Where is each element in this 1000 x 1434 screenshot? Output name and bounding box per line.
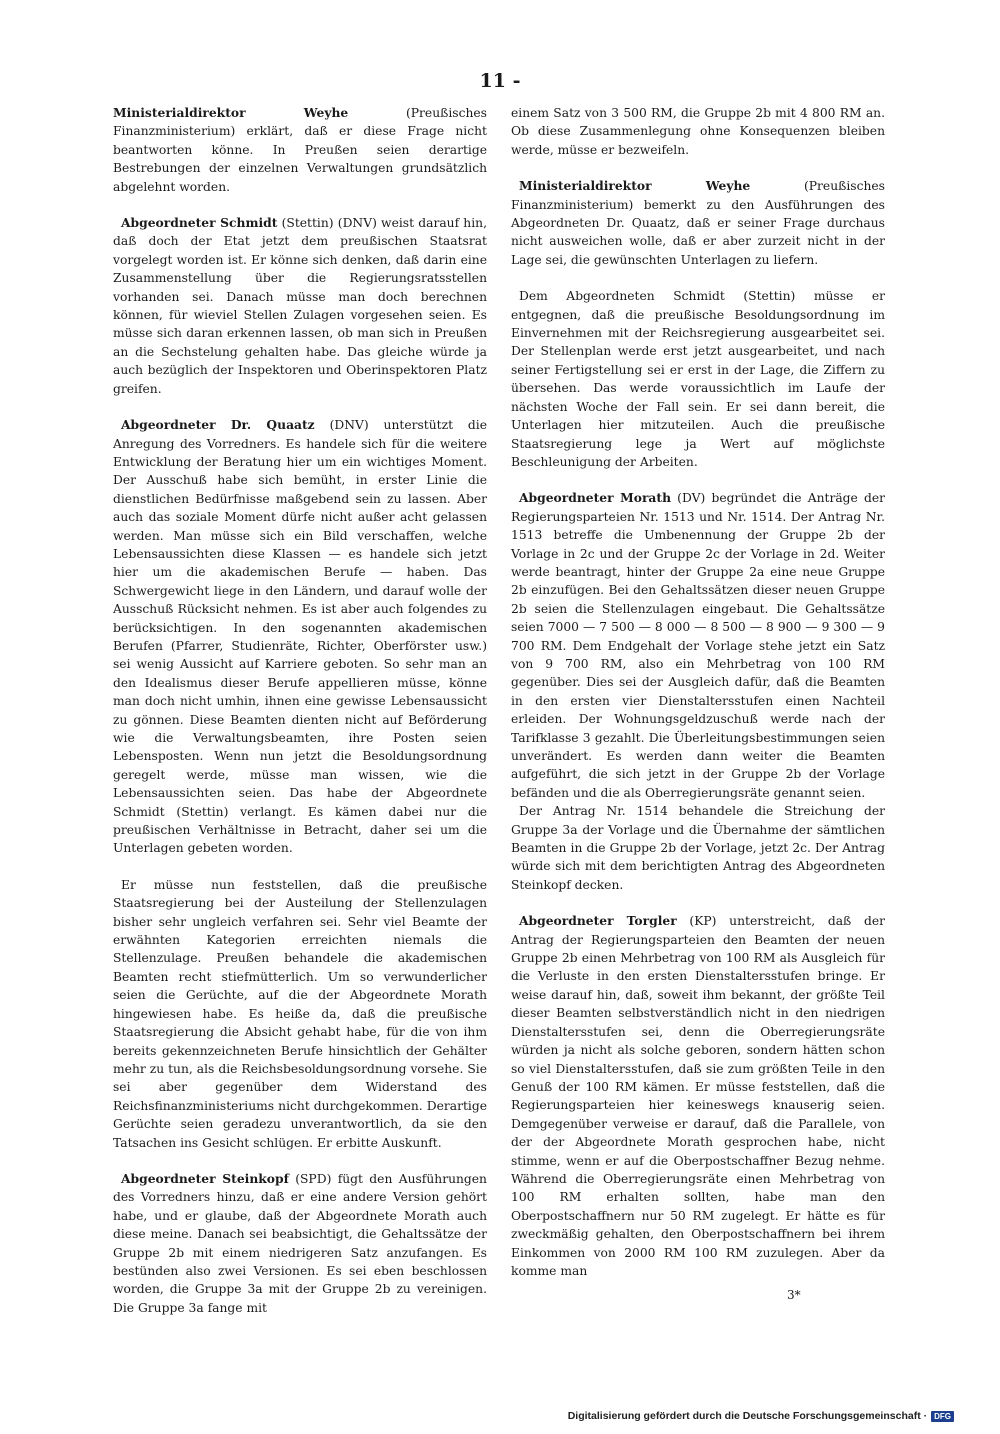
paragraph-text: (KP) unterstreicht, daß der Antrag der Regierungsparteien den Beamten der neuen Gruppe 2b einen Mehrbetrag von 100 RM als Ausgleich für die Verluste in den ersten Dienstaltersstufen bringe. Er weise darauf hin, daß, soweit ihm bekannt, der größte Teil dieser Beamten selbstverständlich nicht in den niedrigen Dienstaltersstufen sei, denn die Oberregierungsräte würden ja nicht als solche geboren, sondern hätten schon so viel Dienstaltersstufen, daß sie zum größten Teile in den Genuß der 100 RM kämen. Er müsse feststellen, daß die Regierungsparteien hier keineswegs knauserig seien. Demgegenüber verweise er darauf, daß die Parallele, von der der Abgeordnete Morath gesprochen habe, nicht stimme, wenn er auf die Oberpostschaffner Bezug nehme. Während die Oberregierungsräte einen Mehrbetrag von 100 RM erhalten sollten, habe man den Oberpostschaffnern nur 50 RM zugelegt. Er hätte es für zweckmäßig gehalten, den Oberpostschaffnern bei ihrem Einkommen von 2000 RM 100 RM zuzulegen. Aber da komme man (511, 914, 885, 1278)
speaker-name: Abgeordneter Steinkopf (121, 1170, 289, 1186)
paragraph-morath-continued (511, 802, 885, 894)
paragraph-text: (Stettin) (DNV) weist darauf hin, daß doch der Etat jetzt dem preußischen Staatsrat vorgelegt worden ist. Er könne sich denken, daß darin eine Zusammenstellung über die Regierungsratsstellen vorhanden sei. Danach müsse man doch berechnen können, für wieviel Stellen Zulagen vorgesehen seien. Es müsse sich daran erkennen lassen, ob man sich in Preußen an die Sechstelung gehalten habe. Das gleiche würde ja auch bezüglich der Inspektoren und Oberinspektoren Platz greifen. (113, 216, 487, 396)
paragraph-steinkopf-continued (511, 104, 885, 159)
paragraph-quaatz (113, 416, 487, 858)
paragraph-torgler (511, 912, 885, 1280)
footer (568, 1410, 954, 1422)
dfg-logo: DFG (931, 1411, 954, 1422)
paragraph-text: (Preußisches Finanzministerium) erklärt, daß er diese Frage nicht beantworten könne. In Preußen seien derartige Bestrebungen der einzelnen Verwaltungen grundsätzlich abgelehnt worden. (113, 106, 487, 194)
paragraph-steinkopf (113, 1170, 487, 1317)
paragraph-text: (SPD) fügt den Ausführungen des Vorredners hinzu, daß er eine andere Version gehört habe, und er glaube, daß der Abgeordnete Morath auch diese meine. Danach sei beabsichtigt, die Gehaltssätze der Gruppe 2b mit einem niedrigeren Satz anzufangen. Es bestünden also zwei Versionen. Es sei eben beschlossen worden, die Gruppe 3a mit der Gruppe 2b zu vereinigen. Die Gruppe 3a fange mit (113, 1171, 487, 1315)
paragraph-morath (511, 489, 885, 802)
speaker-name: Abgeordneter Morath (519, 490, 672, 506)
paragraph-weyhe-2 (511, 177, 885, 269)
paragraph-text: Er müsse nun feststellen, daß die preußische Staatsregierung bei der Austeilung der Stellenzulagen bisher sehr ungleich verfahren sei. Sehr viel Beamte der erwähnten Kategorien erreichten niemals die Stellenzulage. Preußen behandele die akademischen Beamten recht stiefmütterlich. Um so verwunderlicher seien die Gerüchte, auf die der Abgeordnete Morath hingewiesen habe. Es heiße da, daß die preußische Staatsregierung die Absicht gehabt habe, für die von ihm bereits gekennzeichneten Berufe hinsichtlich der Gehälter mehr zu tun, als die Reichsbesoldungsordnung vorsehe. Sie sei aber gegenüber dem Widerstand des Reichsfinanzministeriums nicht durchgekommen. Derartige Gerüchte seien geradezu unverantwortlich, da sie den Tatsachen ins Gesicht schlügen. Er erbitte Auskunft. (113, 877, 487, 1150)
page-number: 11 - (479, 70, 521, 92)
signature-mark: 3* (787, 1288, 801, 1302)
speaker-name: Abgeordneter Schmidt (121, 215, 278, 231)
speaker-name: Abgeordneter Dr. Quaatz (121, 417, 315, 433)
paragraph-weyhe-1 (113, 104, 487, 196)
speaker-name: Ministerialdirektor Weyhe (113, 105, 349, 120)
paragraph-schmidt (113, 214, 487, 398)
paragraph-text: Dem Abgeordneten Schmidt (Stettin) müsse er entgegnen, daß die preußische Besoldungsordnung im Einvernehmen mit der Reichsregierung ausgearbeitet sei. Der Stellenplan werde erst jetzt ausgearbeitet, und nach seiner Fertigstellung sei er erst in der Lage, die Ziffern zu übersehen. Das werde voraussichtlich im Laufe der nächsten Woche der Fall sein. Er sei dann bereit, die Unterlagen hier mitzuteilen. Auch die preußische Staatsregierung lege ja Wert auf möglichste Beschleunigung der Arbeiten. (511, 289, 885, 469)
paragraph-text: Der Antrag Nr. 1514 behandele die Streichung der Gruppe 3a der Vorlage und die Übernahme der sämtlichen Beamten in die Gruppe 2b der Vorlage, jetzt 2c. Der Antrag würde sich mit dem berichtigten Antrag des Abgeordneten Steinkopf decken. (511, 804, 885, 892)
paragraph-text: (Preußisches Finanzministerium) bemerkt zu den Ausführungen des Abgeordneten Dr. Quaatz, daß er seiner Frage durchaus nicht ausweichen wolle, daß er aber zurzeit nicht in der Lage sei, die gewünschten Unterlagen zu liefern. (511, 179, 885, 267)
speaker-name: Abgeordneter Torgler (519, 913, 677, 929)
funding-note: Digitalisierung gefördert durch die Deutsche Forschungsgemeinschaft · (567, 1410, 928, 1422)
paragraph-quaatz-continued (113, 876, 487, 1152)
paragraph-text: (DNV) unterstützt die Anregung des Vorredners. Es handele sich für die weitere Entwicklung der Beratung hier um ein wichtiges Moment. Der Ausschuß habe sich bemüht, in erster Linie die dienstlichen Bedürfnisse maßgebend sein zu lassen. Aber auch das soziale Moment dürfe nicht außer acht gelassen werden. Man müsse sich ein Bild verschaffen, welche Lebensaussichten diese Klassen — es handele sich jetzt hier um die akademischen Berufe — haben. Das Schwergewicht liege in den Ländern, und darauf wolle der Ausschuß Rücksicht nehmen. Es ist aber auch folgendes zu berücksichtigen. In den sogenannten akademischen Berufen (Pfarrer, Studienräte, Richter, Oberförster usw.) sei wenig Aussicht auf Karriere geboten. So sehr man an den Idealismus dieser Berufe appellieren müsse, könne man doch nicht umhin, ihnen eine gewisse Lebensaussicht zu gönnen. Diese Beamten dienten nicht auf Beförderung wie die Verwaltungsbeamten, ihre Posten seien Lebensposten. Wenn nun jetzt die Besoldungsordnung geregelt werde, müsse man wissen, wie die Lebensaussichten seien. Das habe der Abgeordnete Schmidt (Stettin) verlangt. Es kämen dabei nur die preußischen Verhältnisse in Betracht, daher sei um die Unterlagen gebeten worden. (113, 418, 487, 856)
speaker-name: Ministerialdirektor Weyhe (519, 178, 751, 194)
paragraph-text: (DV) begründet die Anträge der Regierungsparteien Nr. 1513 und Nr. 1514. Der Antrag Nr. 1513 betreffe die Umbenennung der Gruppe 2b der Vorlage in 2c und der Gruppe 2c der Vorlage in 2d. Weiter werde beantragt, hinter der Gruppe 2a eine neue Gruppe 2b einzufügen. Bei den Gehaltssätzen dieser neuen Gruppe 2b seien die Stellenzulagen eingebaut. Die Gehaltssätze seien 7000 — 7 500 — 8 000 — 8 500 — 8 900 — 9 300 — 9 700 RM. Dem Endgehalt der Vorlage stehe jetzt ein Satz von 9 700 RM, also ein Mehrbetrag von 100 RM gegenüber. Dies sei der Ausgleich dafür, daß die Beamten in den ersten vier Dienstaltersstufen einen Nachteil erleiden. Der Wohnungsgeldzuschuß werde nach der Tarifklasse 3 gezahlt. Die Überleitungsbestimmungen seien unverändert. Es werden dann weiter die Beamten aufgeführt, die sich jetzt in der Gruppe 2b der Vorlage befänden und die als Oberregierungsräte genannt seien. (511, 491, 886, 800)
paragraph-weyhe-3 (511, 287, 885, 471)
left-column (113, 104, 487, 1317)
paragraph-text: einem Satz von 3 500 RM, die Gruppe 2b mit 4 800 RM an. Ob diese Zusammenlegung ohne Konsequenzen bleiben werde, müsse er bezweifeln. (511, 106, 885, 157)
right-column (511, 104, 885, 1280)
